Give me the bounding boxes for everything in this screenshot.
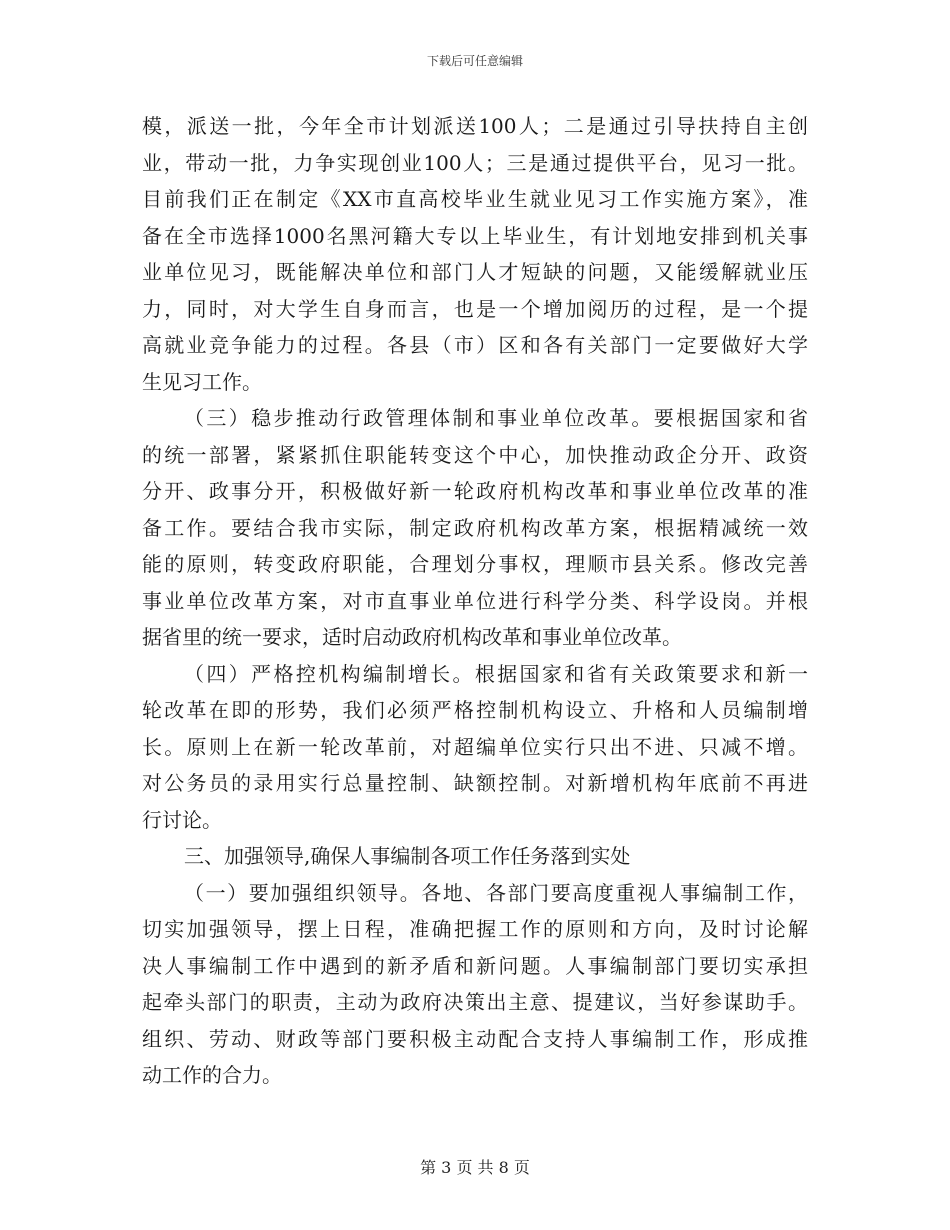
text-line: 分开、政事分开，积极做好新一轮政府机构改革和事业单位改革的准 [142, 479, 808, 503]
text-line: 生见习工作。 [142, 369, 262, 394]
text-line: 决人事编制工作中遇到的新矛盾和新问题。人事编制部门要切实承担 [142, 953, 808, 978]
text-line: 组织、劳动、财政等部门要积极主动配合支持人事编制工作，形成推 [142, 1026, 808, 1051]
text-line: 能的原则，转变政府职能，合理划分事权，理顺市县关系。修改完善 [142, 552, 808, 576]
paragraph [142, 400, 808, 656]
text-line: （三）稳步推动行政管理体制和事业单位改革。要根据国家和省 [184, 406, 808, 430]
text-line: 动工作的合力。 [142, 1063, 282, 1087]
text-line: 备工作。要结合我市实际，制定政府机构改革方案，根据精减统一效 [142, 515, 808, 540]
text-line: 目前我们正在制定《XX市直高校毕业生就业见习工作实施方案》，准 [142, 187, 808, 211]
text-line: 切实加强领导，摆上日程，准确把握工作的原则和方向，及时讨论解 [142, 917, 808, 941]
text-line: 据省里的统一要求，适时启动政府机构改革和事业单位改革。 [142, 625, 682, 649]
paragraph [142, 656, 808, 839]
text-line: 对公务员的录用实行总量控制、缺额控制。对新增机构年底前不再进 [142, 771, 808, 795]
paragraph [142, 108, 808, 400]
text-line: 模，派送一批，今年全市计划派送100人；二是通过引导扶持自主创 [142, 114, 808, 138]
text-line: 三、加强领导,确保人事编制各项工作任务落到实处 [184, 844, 631, 868]
text-line: 行讨论。 [142, 807, 222, 832]
document-body [142, 108, 808, 1094]
text-line: 业单位见习，既能解决单位和部门人才短缺的问题，又能缓解就业压 [142, 260, 808, 284]
text-line: （一）要加强组织领导。各地、各部门要高度重视人事编制工作， [184, 880, 808, 905]
text-line: 力，同时，对大学生自身而言，也是一个增加阅历的过程，是一个提 [142, 296, 808, 321]
text-line: 业，带动一批，力争实现创业100人；三是通过提供平台，见习一批。 [142, 150, 808, 175]
text-line: 的统一部署，紧紧抓住职能转变这个中心，加快推动政企分开、政资 [142, 442, 808, 467]
text-line: 高就业竞争能力的过程。各县（市）区和各有关部门一定要做好大学 [142, 333, 808, 357]
text-line: 长。原则上在新一轮改革前，对超编单位实行只出不进、只减不增。 [142, 734, 808, 759]
page-footer: 第 3 页 共 8 页 [420, 1158, 530, 1177]
page-header: 下载后可任意编辑 [426, 54, 523, 68]
paragraph [142, 875, 808, 1094]
paragraph [142, 838, 808, 875]
text-line: 轮改革在即的形势，我们必须严格控制机构设立、升格和人员编制增 [142, 698, 808, 722]
text-line: （四）严格控机构编制增长。根据国家和省有关政策要求和新一 [184, 661, 808, 686]
text-line: 起牵头部门的职责，主动为政府决策出主意、提建议，当好参谋助手。 [142, 990, 808, 1014]
text-line: 备在全市选择1000名黑河籍大专以上毕业生，有计划地安排到机关事 [142, 223, 808, 248]
text-line: 事业单位改革方案，对市直事业单位进行科学分类、科学设岗。并根 [142, 588, 808, 613]
